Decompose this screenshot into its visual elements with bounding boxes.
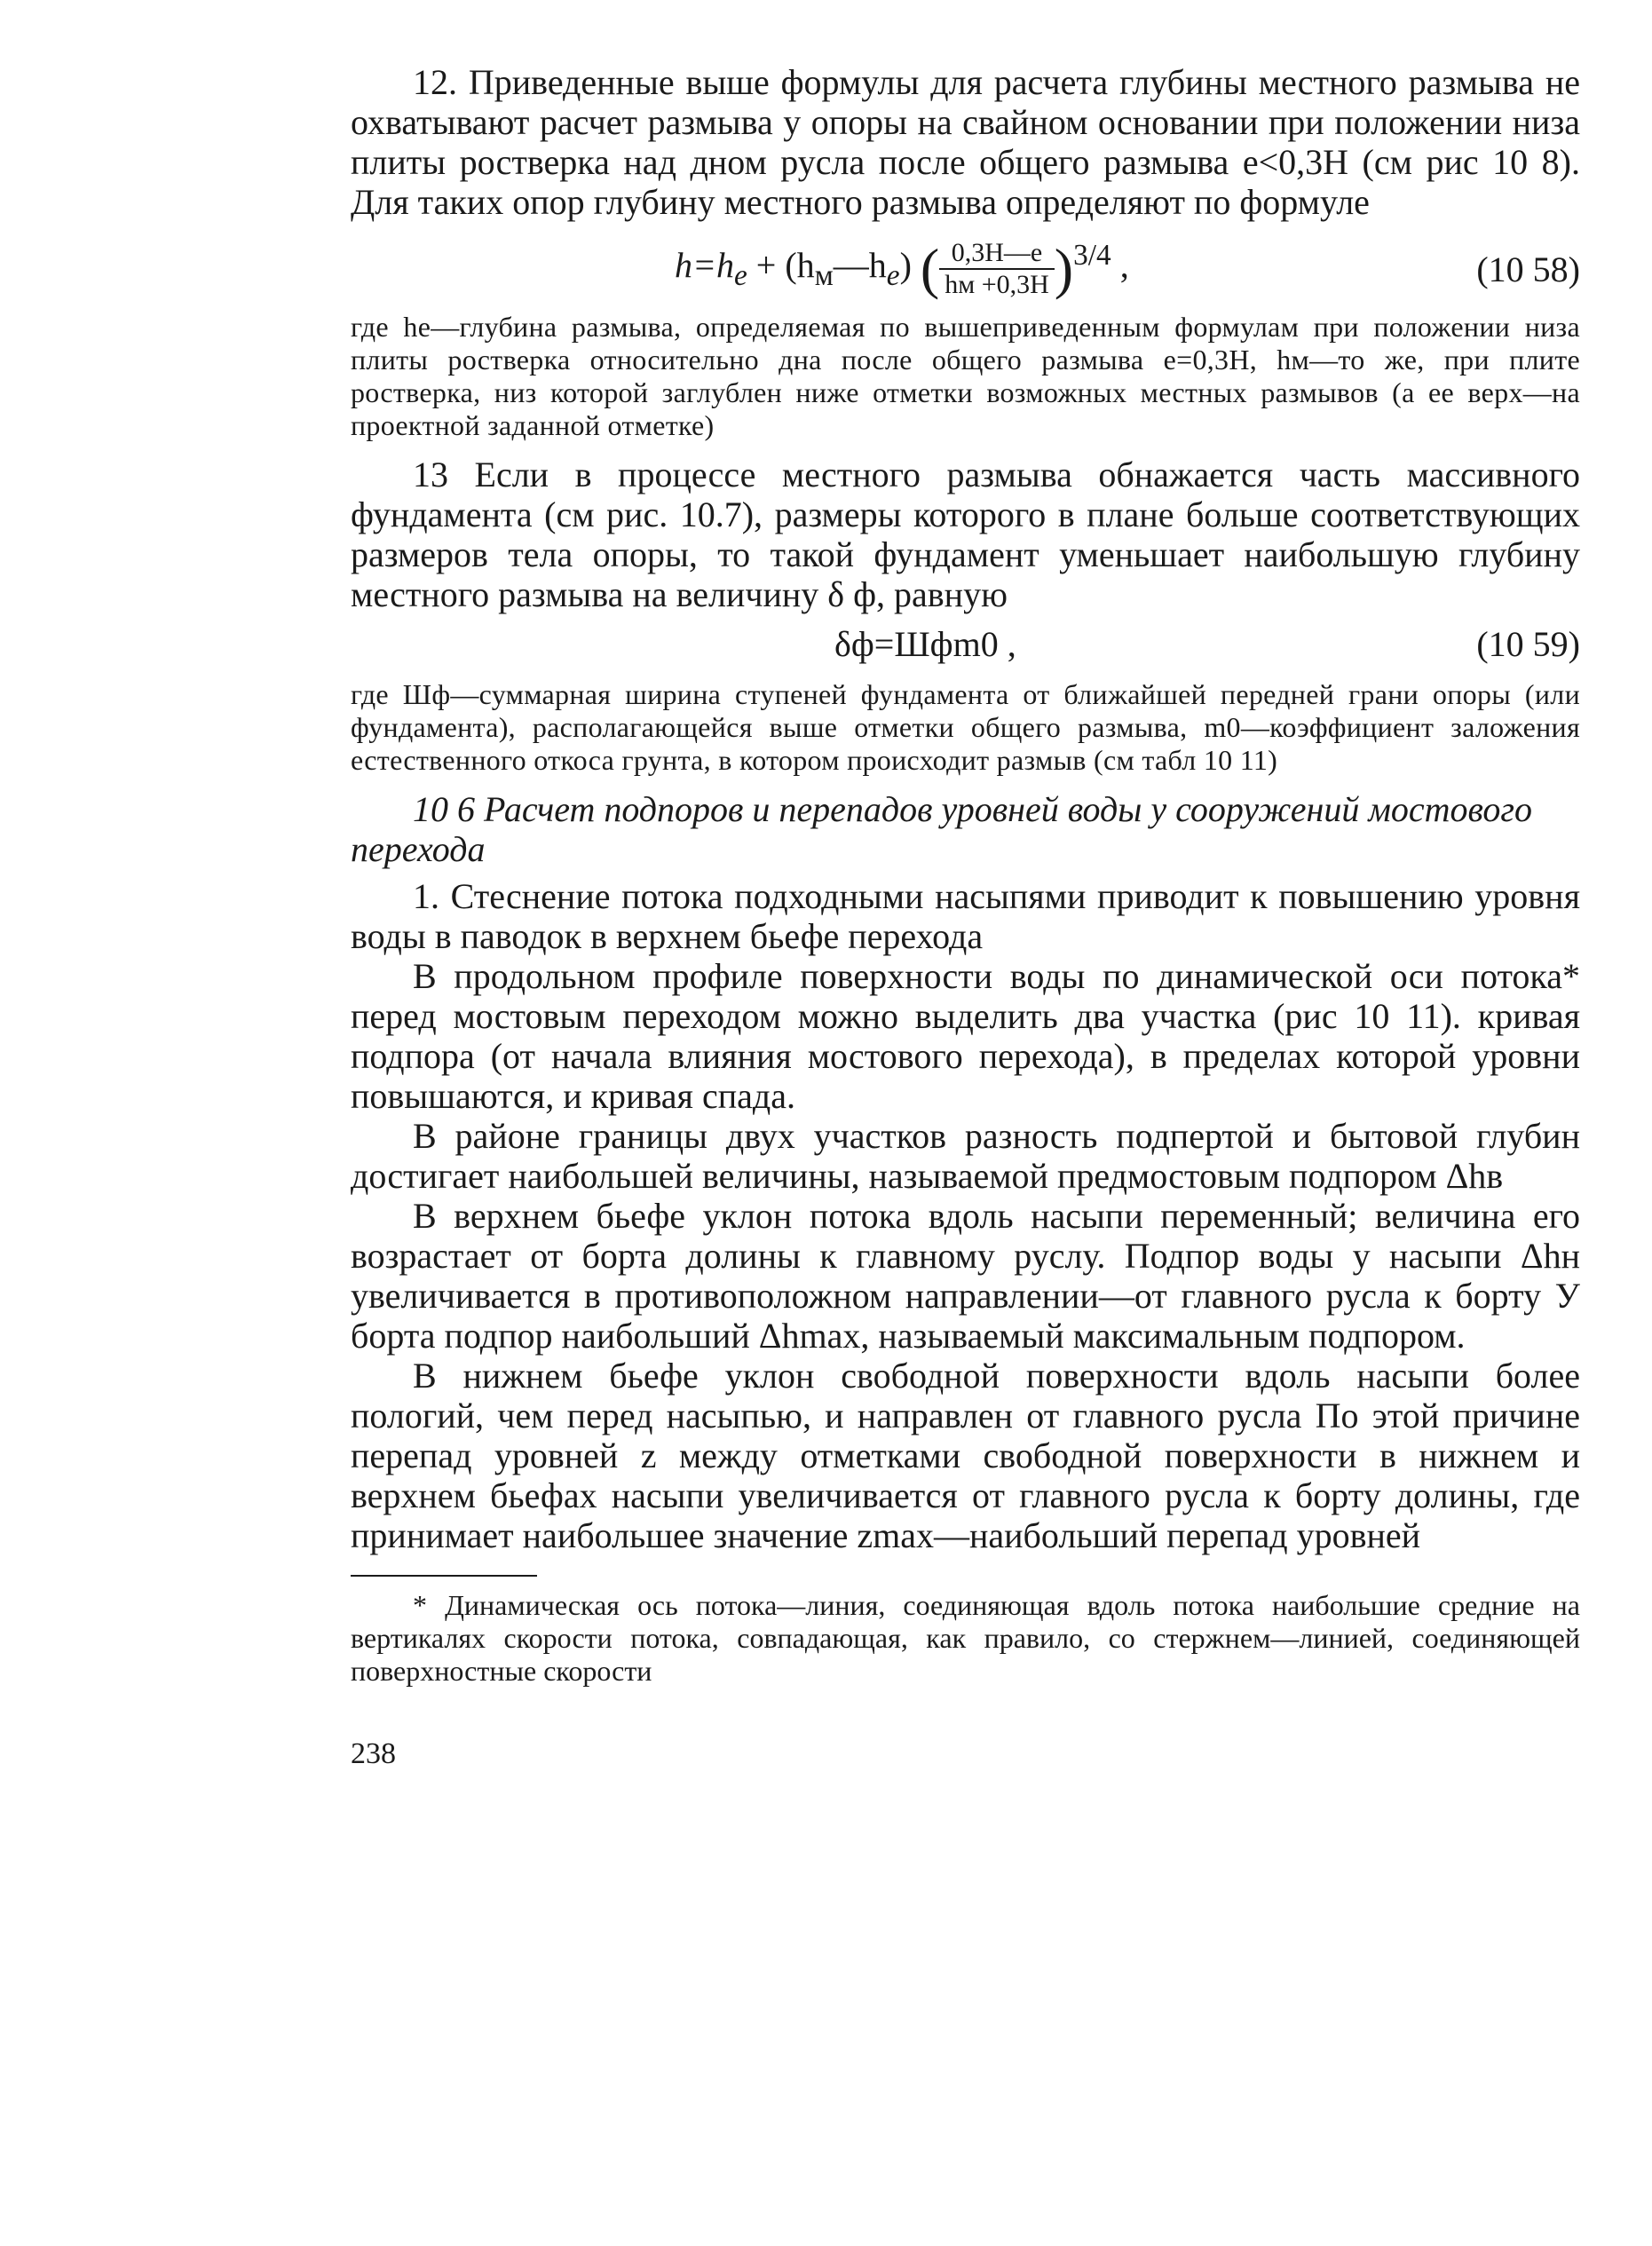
paragraph-12: 12. Приведенные выше формулы для расчета глубины местного размыва не охватывают расчет размыва у опоры на свайном основании при положении низа плиты ростверка над дном русла после общего размыва e<0,3H (см рис 10 8). Для таких опор глубину местного размыва определяют по формуле — [351, 62, 1580, 222]
document-page — [351, 62, 1580, 1771]
fraction-numerator: 0,3H—e — [939, 238, 1055, 270]
fraction-denominator: hм +0,3H — [945, 270, 1049, 299]
formula-tail: , — [1111, 245, 1129, 286]
formula-lhs-sub: e — [734, 259, 747, 293]
note-10-58: где he—глубина размыва, определяемая по вышеприведенным формулам при положении низа плиты ростверка относительно дна после общего размыва e=0,3H, hм—то же, при плите ростверка, низ которой заглублен ниже отметки возможных местных размывов (а ее верх—на проектной заданной отметке) — [351, 311, 1580, 441]
formula-10-59 — [351, 614, 1580, 678]
formula-mid-sub2: e — [886, 259, 900, 293]
formula-mid3: ) — [899, 245, 912, 286]
section-heading: 10 6 Расчет подпоров и перепадов уровней воды у сооружений мостового перехода — [351, 789, 1532, 869]
right-paren: ) — [1054, 237, 1074, 300]
formula-mid2: —h — [833, 245, 887, 286]
formula-mid-sub1: м — [814, 259, 834, 293]
footnote-divider — [351, 1575, 537, 1577]
section-paragraph-3: В районе границы двух участков разность подпертой и бытовой глубин достигает наибольшей величины, называемой предмостовым подпором Δhв — [351, 1116, 1580, 1196]
footnote: * Динамическая ось потока—линия, соединяющая вдоль потока наибольшие средние на вертикалях скорости потока, совпадающая, как правило, со стержнем—линией, соединяющей поверхностные скорости — [351, 1589, 1580, 1687]
formula-expression — [675, 238, 1129, 300]
section-paragraph-2: В продольном профиле поверхности воды по динамической оси потока* перед мостовым переходом можно выделить два участка (рис 10 11). кривая подпора (от начала влияния мостового перехода), в пределах которой уровни повышаются, и кривая спада. — [351, 956, 1580, 1116]
formula-number: (10 59) — [1476, 624, 1580, 664]
section-paragraph-4: В верхнем бьефе уклон потока вдоль насыпи переменный; величина его возрастает от борта долины к главному руслу. Подпор воды у насыпи Δhн увеличивается в противоположном направлении—от главного русла к борту У борта подпор наибольший Δhmax, называемый максимальным подпором. — [351, 1196, 1580, 1356]
left-paren: ( — [920, 237, 940, 300]
formula-fraction — [939, 238, 1055, 300]
formula-expression: δф=Шфm0 , — [834, 624, 1016, 664]
note-10-59: где Шф—суммарная ширина ступеней фундамента от ближайшей передней грани опоры (или фундамента), располагающейся выше отметки общего размыва, m0—коэффициент заложения естественного откоса грунта, в котором происходит размыв (см табл 10 11) — [351, 678, 1580, 776]
formula-power: 3/4 — [1073, 238, 1111, 272]
formula-lhs: h=h — [675, 245, 734, 286]
section-paragraph-5: В нижнем бьефе уклон свободной поверхности вдоль насыпи более пологий, чем перед насыпью, и направлен от главного русла По этой причине перепад уровней z между отметками свободной поверхности в нижнем и верхнем бьефах насыпи увеличивается от главного русла к борту долины, где принимает наибольшее значение zmax—наибольший перепад уровней — [351, 1356, 1580, 1555]
formula-number: (10 58) — [1476, 249, 1580, 289]
formula-10-58 — [351, 222, 1580, 311]
section-paragraph-1: 1. Стеснение потока подходными насыпями приводит к повышению уровня воды в паводок в верхнем бьефе перехода — [351, 876, 1580, 956]
paragraph-13: 13 Если в процессе местного размыва обнажается часть массивного фундамента (см рис. 10.7), размеры которого в плане больше соответствующих размеров тела опоры, то такой фундамент уменьшает наибольшую глубину местного размыва на величину δ ф, равную — [351, 455, 1580, 614]
page-number: 238 — [351, 1737, 396, 1770]
formula-mid: + (h — [747, 245, 815, 286]
